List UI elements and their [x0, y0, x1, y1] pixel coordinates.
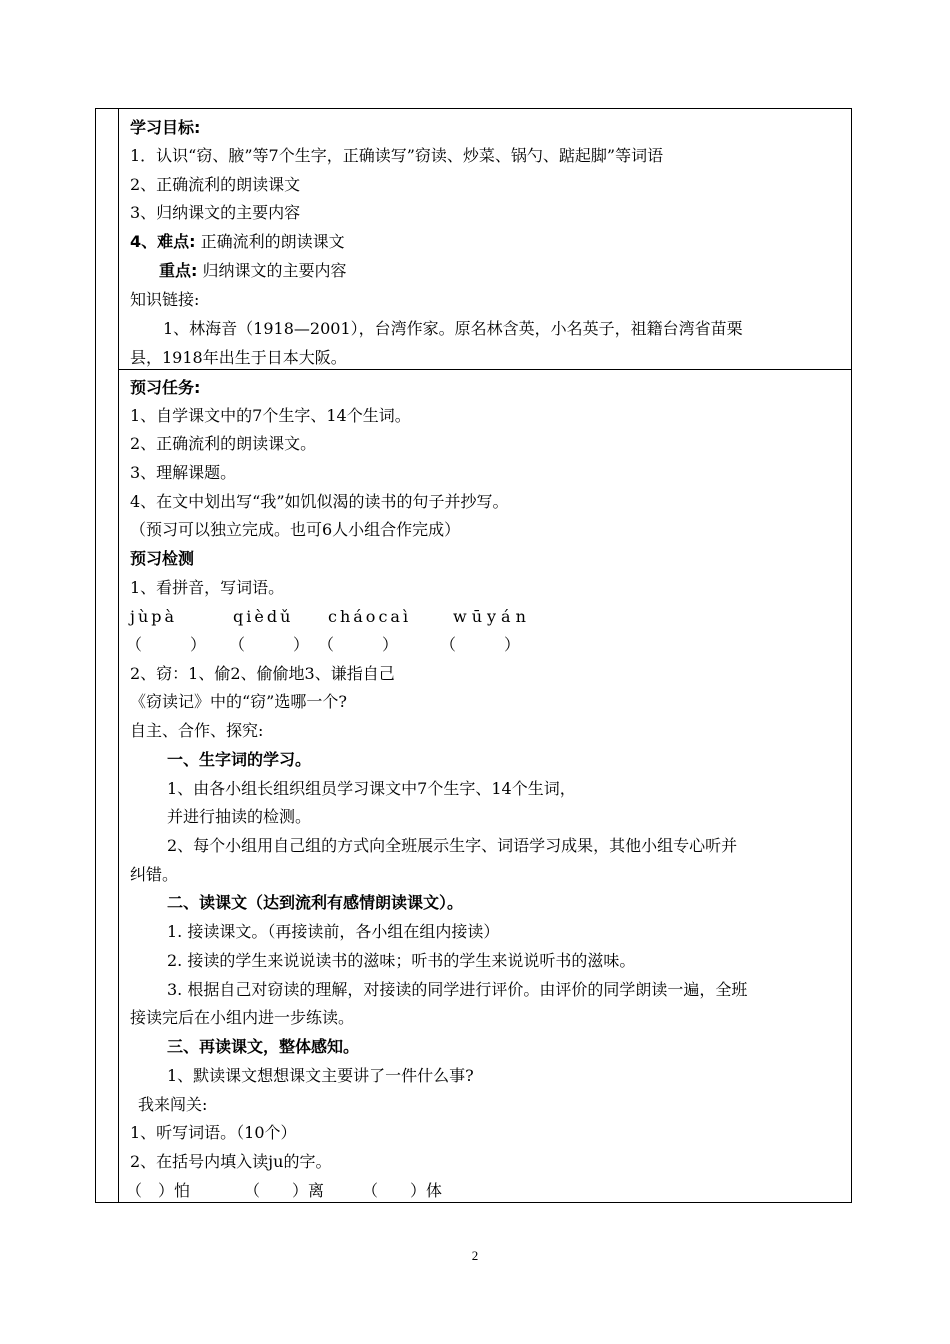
part-3-item-1: 1、默读课文想想课文主要讲了一件什么事? — [167, 1066, 474, 1085]
preview-task-2: 2、正确流利的朗读课文。 — [130, 434, 317, 453]
page-number: 2 — [471, 1248, 479, 1263]
preview-task-4: 4、在文中划出写“我”如饥似渴的读书的句子并抄写。 — [130, 492, 509, 511]
table-bottom-border — [95, 1202, 852, 1203]
knowledge-heading: 知识链接: — [130, 290, 200, 309]
preview-note: （预习可以独立完成。也可6人小组合作完成） — [130, 520, 461, 539]
challenge-item-1: 1、听写词语。（10个） — [130, 1123, 297, 1142]
pinyin-3: cháocaì — [328, 607, 412, 626]
part-3-title: 三、再读课文，整体感知。 — [167, 1037, 360, 1056]
difficulty-line — [130, 232, 345, 252]
check-item-2-question: 《窃读记》中的“窃”选哪一个? — [130, 692, 347, 711]
answer-bracket-3: （ ） — [318, 635, 399, 654]
knowledge-line-1: 1、林海音（1918—2001），台湾作家。原名林含英，小名英子，祖籍台湾省苗栗 — [163, 319, 743, 338]
preview-task-1: 1、自学课文中的7个生字、14个生词。 — [130, 406, 411, 425]
answer-bracket-4: （ ） — [440, 635, 521, 654]
table-inner-border — [118, 108, 119, 1203]
goal-1: 1．认识“窃、腋”等7个生字，正确读写”窃读、炒菜、锅勺、踮起脚”等词语 — [130, 146, 664, 165]
goal-heading: 学习目标: — [130, 118, 201, 137]
table-right-border — [851, 108, 852, 1203]
pinyin-1: jùpà — [130, 607, 178, 626]
part-2-item-3b: 接读完后在小组内进一步练读。 — [130, 1008, 355, 1027]
difficulty-label: 4、难点: — [130, 232, 196, 251]
goal-3: 3、归纳课文的主要内容 — [130, 203, 301, 222]
part-2-item-3a: 3. 根据自己对窃读的理解，对接读的同学进行评价。由评价的同学朗读一遍，全班 — [167, 980, 748, 999]
pinyin-2: qièdǔ — [233, 607, 294, 626]
key-point-label: 重点: — [159, 261, 198, 280]
preview-heading: 预习任务: — [130, 378, 201, 397]
answer-bracket-2: （ ） — [229, 635, 310, 654]
explore-heading: 自主、合作、探究: — [130, 721, 264, 740]
difficulty-text: 正确流利的朗读课文 — [200, 232, 345, 251]
answer-bracket-1: （ ） — [126, 635, 207, 654]
section-divider — [118, 369, 852, 370]
part-2-title: 二、读课文（达到流利有感情朗读课文）。 — [167, 893, 464, 912]
knowledge-line-2: 县，1918年出生于日本大阪。 — [130, 348, 347, 367]
table-top-border — [95, 108, 852, 109]
table-left-outer-border — [95, 108, 96, 1203]
check-item-2: 2、窃：1、偷2、偷偷地3、谦指自己 — [130, 664, 395, 683]
check-heading: 预习检测 — [130, 549, 195, 568]
part-1-item-1a: 1、由各小组长组织组员学习课文中7个生字、14个生词， — [167, 779, 576, 798]
part-1-item-2a: 2、每个小组用自己组的方式向全班展示生字、词语学习成果，其他小组专心听并 — [167, 836, 738, 855]
preview-task-3: 3、理解课题。 — [130, 463, 237, 482]
part-2-item-2: 2. 接读的学生来说说读书的滋味；听书的学生来说说听书的滋味。 — [167, 951, 636, 970]
check-item-1: 1、看拼音，写词语。 — [130, 578, 285, 597]
challenge-heading: 我来闯关: — [138, 1095, 208, 1114]
fill-blank-1: （ ）怕 — [126, 1181, 191, 1200]
challenge-item-2: 2、在括号内填入读ju的字。 — [130, 1152, 332, 1171]
key-point-line — [159, 261, 347, 281]
key-point-text: 归纳课文的主要内容 — [202, 261, 347, 280]
part-1-item-1b: 并进行抽读的检测。 — [167, 807, 312, 826]
part-1-title: 一、生字词的学习。 — [167, 750, 312, 769]
fill-blank-2: （ ）离 — [244, 1181, 325, 1200]
fill-blank-3: （ ）体 — [362, 1181, 443, 1200]
part-1-item-2b: 纠错。 — [130, 865, 179, 884]
part-2-item-1: 1. 接读课文。（再接读前，各小组在组内接读） — [167, 922, 500, 941]
goal-2: 2、正确流利的朗读课文 — [130, 175, 301, 194]
pinyin-4: wūyán — [453, 607, 531, 626]
